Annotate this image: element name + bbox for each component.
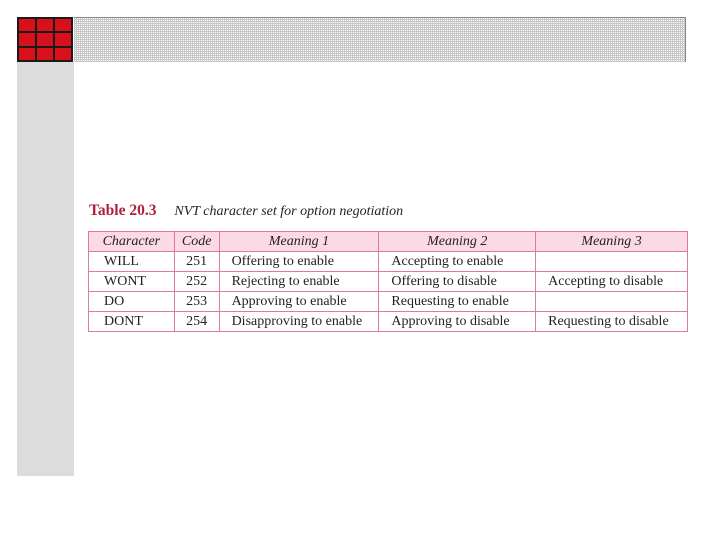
cell-meaning-2: Accepting to enable bbox=[379, 252, 536, 272]
header-meaning-2: Meaning 2 bbox=[379, 232, 536, 252]
cell-code: 251 bbox=[174, 252, 219, 272]
cell-meaning-2: Approving to disable bbox=[379, 312, 536, 332]
cell-meaning-3 bbox=[536, 292, 688, 312]
nvt-option-table bbox=[88, 231, 688, 332]
header-meaning-3: Meaning 3 bbox=[536, 232, 688, 252]
cell-meaning-2: Offering to disable bbox=[379, 272, 536, 292]
cell-code: 254 bbox=[174, 312, 219, 332]
cell-character: WONT bbox=[89, 272, 175, 292]
table-header-row bbox=[89, 232, 688, 252]
table-row bbox=[89, 312, 688, 332]
table-row bbox=[89, 252, 688, 272]
table-title bbox=[89, 202, 403, 220]
cell-code: 252 bbox=[174, 272, 219, 292]
cell-code: 253 bbox=[174, 292, 219, 312]
header-meaning-1: Meaning 1 bbox=[219, 232, 379, 252]
cell-meaning-1: Rejecting to enable bbox=[219, 272, 379, 292]
table-row bbox=[89, 272, 688, 292]
left-sidebar-bar bbox=[17, 62, 74, 476]
cell-character: WILL bbox=[89, 252, 175, 272]
cell-character: DONT bbox=[89, 312, 175, 332]
cell-meaning-2: Requesting to enable bbox=[379, 292, 536, 312]
cell-meaning-3: Requesting to disable bbox=[536, 312, 688, 332]
cell-meaning-3 bbox=[536, 252, 688, 272]
cell-character: DO bbox=[89, 292, 175, 312]
cell-meaning-1: Disapproving to enable bbox=[219, 312, 379, 332]
table-number: Table 20.3 bbox=[89, 202, 157, 219]
cell-meaning-1: Offering to enable bbox=[219, 252, 379, 272]
cell-meaning-3: Accepting to disable bbox=[536, 272, 688, 292]
cell-meaning-1: Approving to enable bbox=[219, 292, 379, 312]
table-row bbox=[89, 292, 688, 312]
header-code: Code bbox=[174, 232, 219, 252]
header-border bbox=[74, 17, 686, 62]
logo-grid-icon bbox=[17, 17, 73, 62]
table-caption: NVT character set for option negotiation bbox=[174, 204, 404, 219]
header-character: Character bbox=[89, 232, 175, 252]
